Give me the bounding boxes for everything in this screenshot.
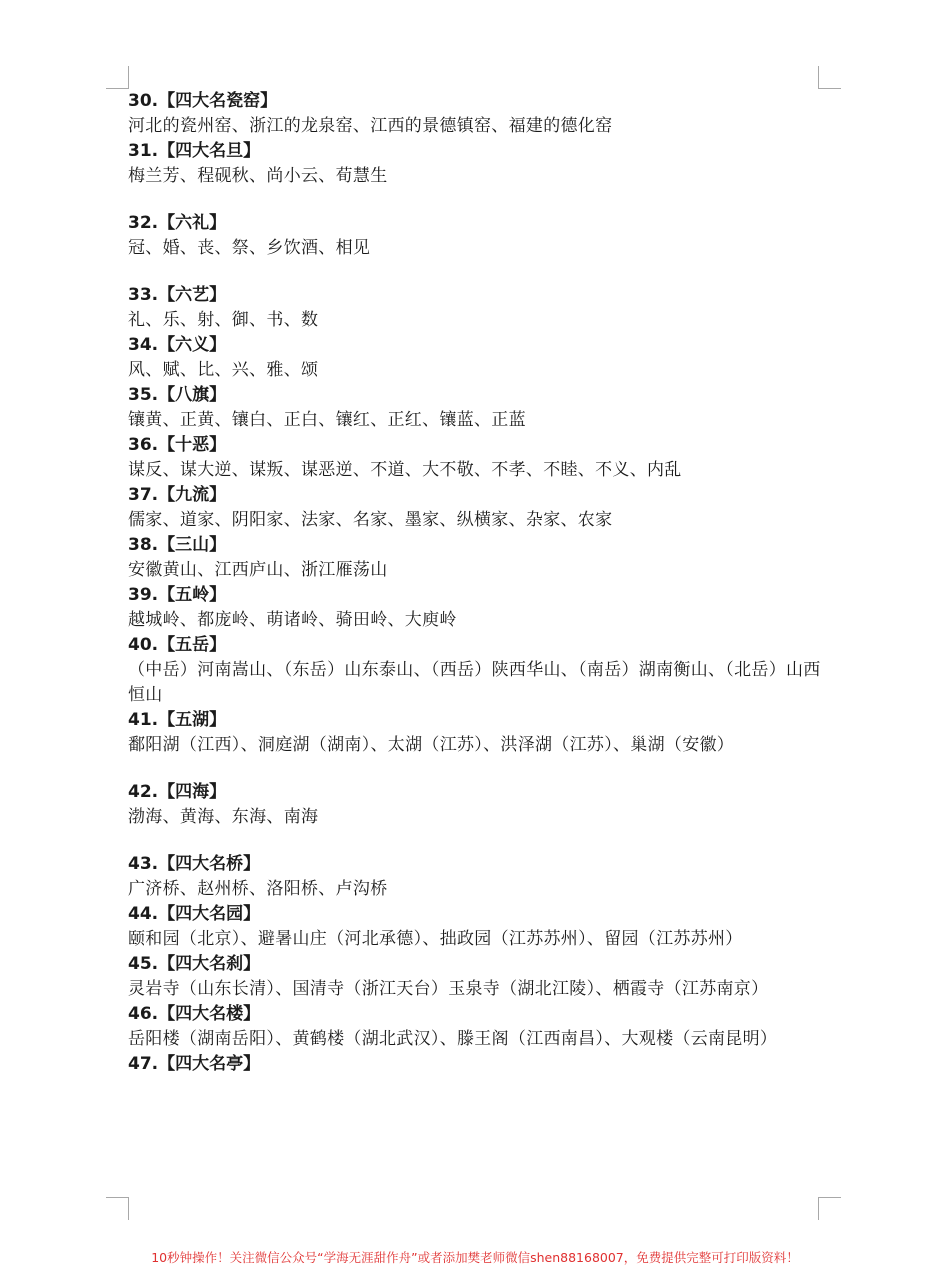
entry-35	[128, 383, 828, 433]
entry-39	[128, 583, 828, 633]
entry-32	[128, 211, 828, 261]
page-corner-mark-top-right	[818, 66, 841, 89]
entry-46	[128, 1002, 828, 1052]
promo-footer-text: 10秒钟操作！关注微信公众号“学海无涯甜作舟”或者添加樊老师微信shen88168007，免费提供完整可打印版资料！	[151, 1250, 799, 1265]
page-corner-mark-bottom-right	[818, 1197, 841, 1220]
entry-heading: 32.【六礼】	[128, 213, 227, 233]
entry-heading: 30.【四大名瓷窑】	[128, 91, 278, 111]
entry-heading: 35.【八旗】	[128, 385, 227, 405]
entry-text: 安徽黄山、江西庐山、浙江雁荡山	[128, 560, 388, 580]
entry-text: 灵岩寺（山东长清）、国清寺（浙江天台）玉泉寺（湖北江陵）、栖霞寺（江苏南京）	[128, 979, 769, 999]
entry-heading: 34.【六义】	[128, 335, 227, 355]
entry-heading: 42.【四海】	[128, 782, 227, 802]
entry-47	[128, 1052, 828, 1077]
entry-text: 鄱阳湖（江西）、洞庭湖（湖南）、太湖（江苏）、洪泽湖（江苏）、巢湖（安徽）	[128, 735, 735, 755]
entry-heading: 47.【四大名亭】	[128, 1054, 261, 1074]
entry-heading: 36.【十恶】	[128, 435, 227, 455]
entry-text: 礼、乐、射、御、书、数	[128, 310, 319, 330]
entry-text: 颐和园（北京）、避暑山庄（河北承德）、拙政园（江苏苏州）、留园（江苏苏州）	[128, 929, 743, 949]
entry-38	[128, 533, 828, 583]
entry-text: 镶黄、正黄、镶白、正白、镶红、正红、镶蓝、正蓝	[128, 410, 526, 430]
entry-heading: 39.【五岭】	[128, 585, 227, 605]
entry-text: 梅兰芳、程砚秋、尚小云、荀慧生	[128, 166, 388, 186]
entry-44	[128, 902, 828, 952]
entry-text: 岳阳楼（湖南岳阳）、黄鹤楼（湖北武汉）、滕王阁（江西南昌）、大观楼（云南昆明）	[128, 1029, 778, 1049]
entry-heading: 46.【四大名楼】	[128, 1004, 261, 1024]
entry-text: 广济桥、赵州桥、洛阳桥、卢沟桥	[128, 879, 388, 899]
entry-heading: 43.【四大名桥】	[128, 854, 261, 874]
entry-text: 渤海、黄海、东海、南海	[128, 807, 319, 827]
entry-heading: 40.【五岳】	[128, 635, 227, 655]
entry-heading: 41.【五湖】	[128, 710, 227, 730]
entry-45	[128, 952, 828, 1002]
entry-text: 冠、婚、丧、祭、乡饮酒、相见	[128, 238, 371, 258]
entry-text: 风、赋、比、兴、雅、颂	[128, 360, 319, 380]
entry-37	[128, 483, 828, 533]
entry-heading: 31.【四大名旦】	[128, 141, 261, 161]
entry-text: 河北的瓷州窑、浙江的龙泉窑、江西的景德镇窑、福建的德化窑	[128, 116, 613, 136]
entry-heading: 44.【四大名园】	[128, 904, 261, 924]
entry-40	[128, 633, 828, 708]
page-corner-mark-top-left	[106, 66, 129, 89]
document-body	[128, 89, 828, 1077]
entry-heading: 38.【三山】	[128, 535, 227, 555]
entry-heading: 37.【九流】	[128, 485, 227, 505]
page-corner-mark-bottom-left	[106, 1197, 129, 1220]
entry-text: 谋反、谋大逆、谋叛、谋恶逆、不道、大不敬、不孝、不睦、不义、内乱	[128, 460, 682, 480]
entry-34	[128, 333, 828, 383]
entry-41	[128, 708, 828, 758]
entry-31	[128, 139, 828, 189]
entry-text: 儒家、道家、阴阳家、法家、名家、墨家、纵横家、杂家、农家	[128, 510, 613, 530]
entry-36	[128, 433, 828, 483]
entry-heading: 45.【四大名刹】	[128, 954, 261, 974]
entry-43	[128, 852, 828, 902]
entry-42	[128, 780, 828, 830]
entry-30	[128, 89, 828, 139]
entry-text: （中岳）河南嵩山、（东岳）山东泰山、（西岳）陕西华山、（南岳）湖南衡山、（北岳）山西恒山	[128, 660, 821, 705]
entry-heading: 33.【六艺】	[128, 285, 227, 305]
entry-text: 越城岭、都庞岭、萌诸岭、骑田岭、大庾岭	[128, 610, 457, 630]
entry-33	[128, 283, 828, 333]
